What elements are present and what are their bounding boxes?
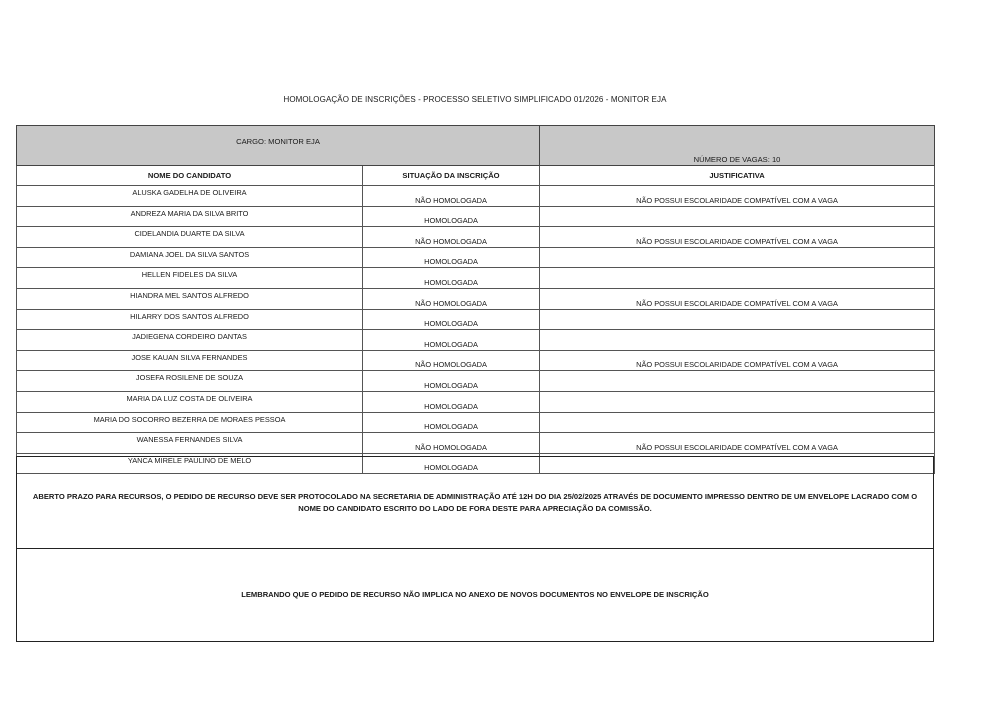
situation-cell: NÃO HOMOLOGADA xyxy=(363,227,540,248)
table-row xyxy=(17,391,935,412)
justification-cell: NÃO POSSUI ESCOLARIDADE COMPATÍVEL COM A VAGA xyxy=(540,227,935,248)
appeal-notice-section xyxy=(17,457,933,549)
justification-cell xyxy=(540,371,935,392)
table-row xyxy=(17,206,935,227)
table-row xyxy=(17,309,935,330)
justification-cell xyxy=(540,412,935,433)
table-row xyxy=(17,371,935,392)
reminder-notice-section xyxy=(17,549,933,641)
table-row xyxy=(17,247,935,268)
candidate-name-cell: YANCA MIRELE PAULINO DE MELO xyxy=(17,453,363,474)
justification-cell xyxy=(540,309,935,330)
candidate-name-cell: MARIA DA LUZ COSTA DE OLIVEIRA xyxy=(17,391,363,412)
justification-cell xyxy=(540,247,935,268)
document-title: HOMOLOGAÇÃO DE INSCRIÇÕES - PROCESSO SELETIVO SIMPLIFICADO 01/2026 - MONITOR EJA xyxy=(283,95,667,104)
table-row xyxy=(17,227,935,248)
candidate-name-cell: HELLEN FIDELES DA SILVA xyxy=(17,268,363,289)
table-body xyxy=(17,186,935,474)
situation-cell: HOMOLOGADA xyxy=(363,391,540,412)
situation-cell: NÃO HOMOLOGADA xyxy=(363,186,540,207)
candidate-name-cell: HIANDRA MEL SANTOS ALFREDO xyxy=(17,288,363,309)
candidate-name-cell: WANESSA FERNANDES SILVA xyxy=(17,433,363,454)
table-row xyxy=(17,412,935,433)
table-row xyxy=(17,268,935,289)
notice-box xyxy=(16,456,934,642)
justification-cell xyxy=(540,391,935,412)
column-header-justification: JUSTIFICATIVA xyxy=(540,166,935,186)
candidate-name-cell: CIDELANDIA DUARTE DA SILVA xyxy=(17,227,363,248)
cargo-label: CARGO: MONITOR EJA xyxy=(17,126,540,166)
candidate-name-cell: MARIA DO SOCORRO BEZERRA DE MORAES PESSOA xyxy=(17,412,363,433)
column-header-row xyxy=(17,166,935,186)
table-row xyxy=(17,330,935,351)
justification-cell xyxy=(540,268,935,289)
candidate-name-cell: JOSE KAUAN SILVA FERNANDES xyxy=(17,350,363,371)
situation-cell: HOMOLOGADA xyxy=(363,206,540,227)
situation-cell: NÃO HOMOLOGADA xyxy=(363,288,540,309)
justification-cell: NÃO POSSUI ESCOLARIDADE COMPATÍVEL COM A VAGA xyxy=(540,350,935,371)
situation-cell: HOMOLOGADA xyxy=(363,309,540,330)
justification-cell xyxy=(540,206,935,227)
reminder-notice-text: LEMBRANDO QUE O PEDIDO DE RECURSO NÃO IMPLICA NO ANEXO DE NOVOS DOCUMENTOS NO ENVELOPE DE INSCRIÇÃO xyxy=(241,590,709,599)
situation-cell: HOMOLOGADA xyxy=(363,453,540,474)
situation-cell: HOMOLOGADA xyxy=(363,412,540,433)
column-header-situation: SITUAÇÃO DA INSCRIÇÃO xyxy=(363,166,540,186)
situation-cell: NÃO HOMOLOGADA xyxy=(363,350,540,371)
candidate-name-cell: ANDREZA MARIA DA SILVA BRITO xyxy=(17,206,363,227)
table-row xyxy=(17,433,935,454)
candidate-name-cell: JADIEGENA CORDEIRO DANTAS xyxy=(17,330,363,351)
situation-cell: HOMOLOGADA xyxy=(363,247,540,268)
situation-cell: HOMOLOGADA xyxy=(363,371,540,392)
table-row xyxy=(17,288,935,309)
situation-cell: HOMOLOGADA xyxy=(363,330,540,351)
justification-cell: NÃO POSSUI ESCOLARIDADE COMPATÍVEL COM A VAGA xyxy=(540,288,935,309)
candidate-name-cell: DAMIANA JOEL DA SILVA SANTOS xyxy=(17,247,363,268)
vagas-label: NÚMERO DE VAGAS: 10 xyxy=(540,126,935,166)
appeal-notice-text: ABERTO PRAZO PARA RECURSOS, O PEDIDO DE RECURSO DEVE SER PROTOCOLADO NA SECRETARIA DE ADMINISTRAÇÃO ATÉ 12H DO DIA 25/02/2025 ATRAVÉS DE DOCUMENTO IMPRESSO DENTRO DE UM ENVELOPE LACRADO COM O NOME DO CANDIDATO ESCRITO DO LADO DE FORA DESTE PARA APRECIAÇÃO DA COMISSÃO. xyxy=(32,491,918,513)
column-header-name: NOME DO CANDIDATO xyxy=(17,166,363,186)
candidates-table xyxy=(16,125,935,474)
table-title-row xyxy=(17,126,935,166)
justification-cell xyxy=(540,330,935,351)
candidate-name-cell: HILARRY DOS SANTOS ALFREDO xyxy=(17,309,363,330)
justification-cell: NÃO POSSUI ESCOLARIDADE COMPATÍVEL COM A VAGA xyxy=(540,433,935,454)
situation-cell: HOMOLOGADA xyxy=(363,268,540,289)
candidate-name-cell: ALUSKA GADELHA DE OLIVEIRA xyxy=(17,186,363,207)
situation-cell: NÃO HOMOLOGADA xyxy=(363,433,540,454)
table-row xyxy=(17,350,935,371)
justification-cell: NÃO POSSUI ESCOLARIDADE COMPATÍVEL COM A VAGA xyxy=(540,186,935,207)
table-row xyxy=(17,186,935,207)
candidate-name-cell: JOSEFA ROSILENE DE SOUZA xyxy=(17,371,363,392)
